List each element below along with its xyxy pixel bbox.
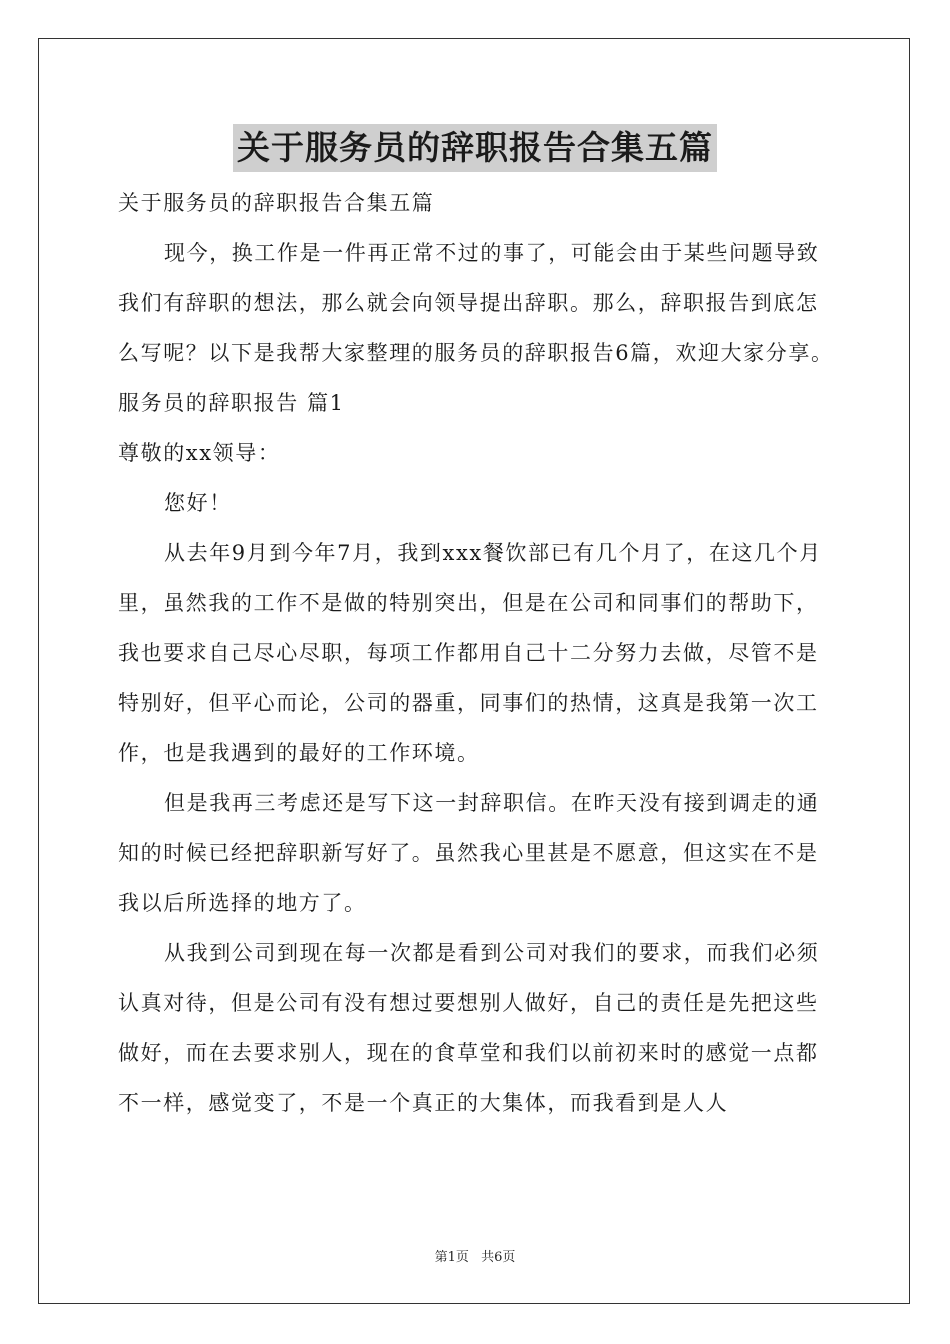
page-total: 共6页 [481,1250,516,1265]
document-subtitle: 关于服务员的辞职报告合集五篇 [118,191,435,215]
page-footer [0,1246,950,1265]
page-number: 第1页 [434,1250,469,1265]
document-title: 关于服务员的辞职报告合集五篇 [233,124,717,172]
document-body [118,178,838,1128]
paragraph-body: 从我到公司到现在每一次都是看到公司对我们的要求，而我们必须认真对待，但是公司有没有想过要想别人做好，自己的责任是先把这些做好，而在去要求别人，现在的食草堂和我们以前初来时的感觉一点都不一样，感觉变了，不是一个真正的大集体，而我看到是人人 [118,941,820,1115]
greeting: 您好！ [164,491,232,515]
paragraph-body: 但是我再三考虑还是写下这一封辞职信。在昨天没有接到调走的通知的时候已经把辞职新写好了。虽然我心里甚是不愿意，但这实在不是我以后所选择的地方了。 [118,791,820,915]
title-wrap [0,124,950,172]
paragraph-body: 从去年9月到今年7月，我到xxx餐饮部已有几个月了，在这几个月里，虽然我的工作不是做的特别突出，但是在公司和同事们的帮助下，我也要求自己尽心尽职，每项工作都用自己十二分努力去做，尽管不是特别好，但平心而论，公司的器重，同事们的热情，这真是我第一次工作，也是我遇到的最好的工作环境。 [118,541,822,765]
paragraph-intro: 现今，换工作是一件再正常不过的事了，可能会由于某些问题导致我们有辞职的想法，那么就会向领导提出辞职。那么，辞职报告到底怎么写呢？以下是我帮大家整理的服务员的辞职报告6篇，欢迎大家分享。 [118,241,834,365]
section-heading: 服务员的辞职报告 篇1 [118,391,345,415]
salutation: 尊敬的xx领导： [118,441,281,465]
